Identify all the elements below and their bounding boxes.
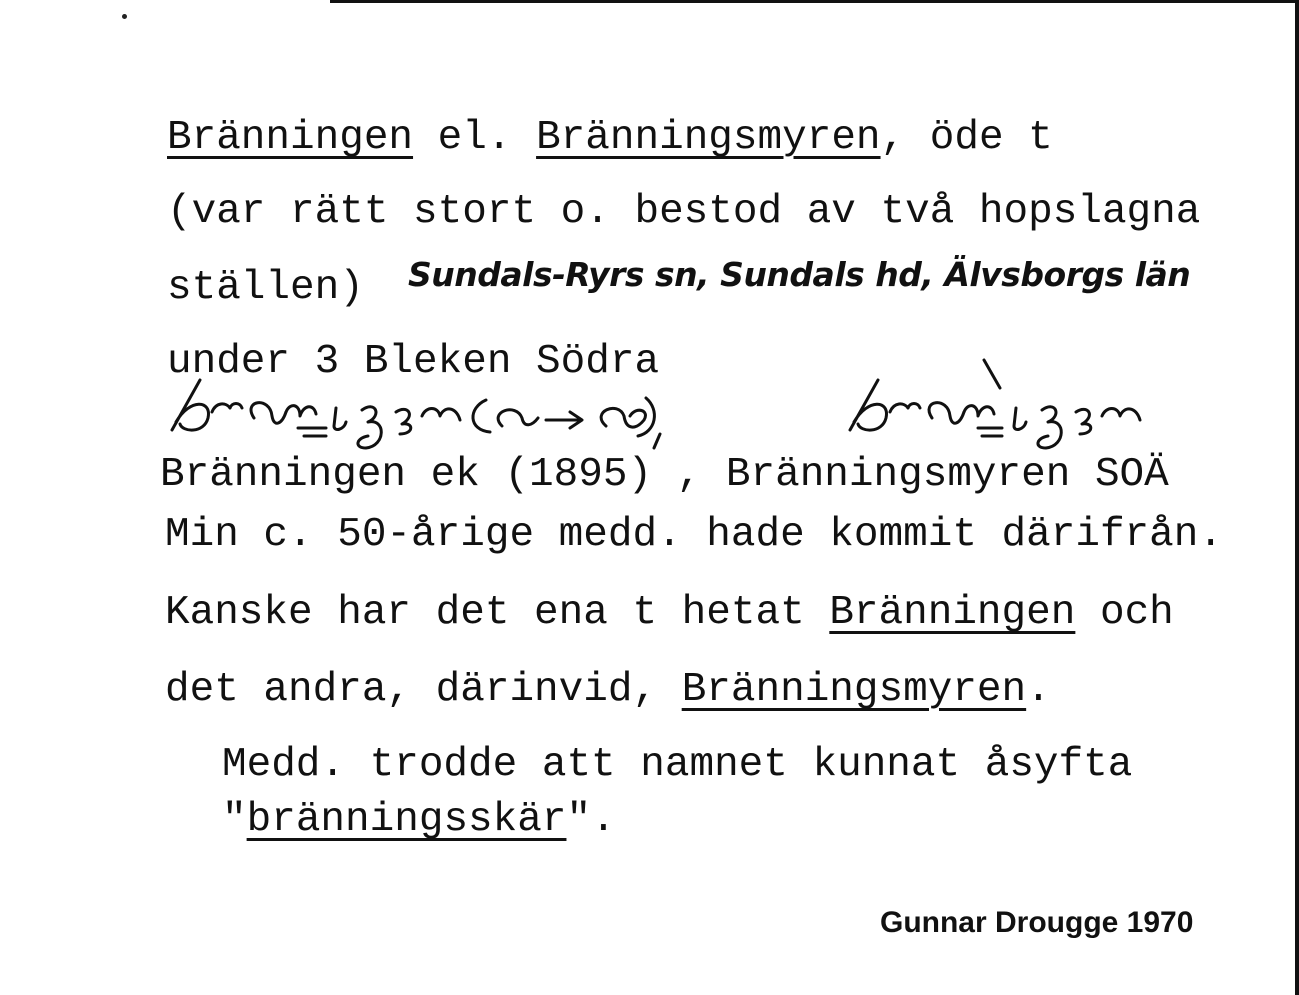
place-name-1: Bränningen (167, 115, 414, 161)
card-top-border (330, 0, 1299, 3)
handwritten-transcription (150, 350, 1260, 460)
term-branningsskar: bränningsskär (246, 797, 567, 843)
line-5: Bränningen ek (1895) , Bränningsmyren SOÄ (160, 452, 1169, 498)
ink-dot (122, 14, 127, 19)
place-name-4: Bränningsmyren (681, 667, 1027, 713)
line-9: Medd. trodde att namnet kunnat åsyfta (222, 742, 1133, 788)
parish-stamp: Sundals-Ryrs sn, Sundals hd, Älvsborgs län (408, 255, 1191, 294)
line-2: (var rätt stort o. bestod av två hopslagna (167, 189, 1201, 235)
line-1: Bränningen el. Bränningsmyren, öde t (167, 115, 1053, 161)
card-right-border (1295, 0, 1299, 995)
line-3: ställen) (167, 265, 364, 311)
line-7: Kanske har det ena t hetat Bränningen och (165, 590, 1174, 636)
place-name-3: Bränningen (829, 590, 1076, 636)
place-name-2: Bränningsmyren (536, 115, 881, 161)
line-4: under 3 Bleken Södra (167, 339, 660, 385)
signature: Gunnar Drougge 1970 (880, 906, 1194, 939)
line-10: "bränningsskär". (222, 797, 616, 843)
line-8: det andra, därinvid, Bränningsmyren. (165, 667, 1051, 713)
line-6: Min c. 50-årige medd. hade kommit därifrån. (165, 512, 1223, 558)
